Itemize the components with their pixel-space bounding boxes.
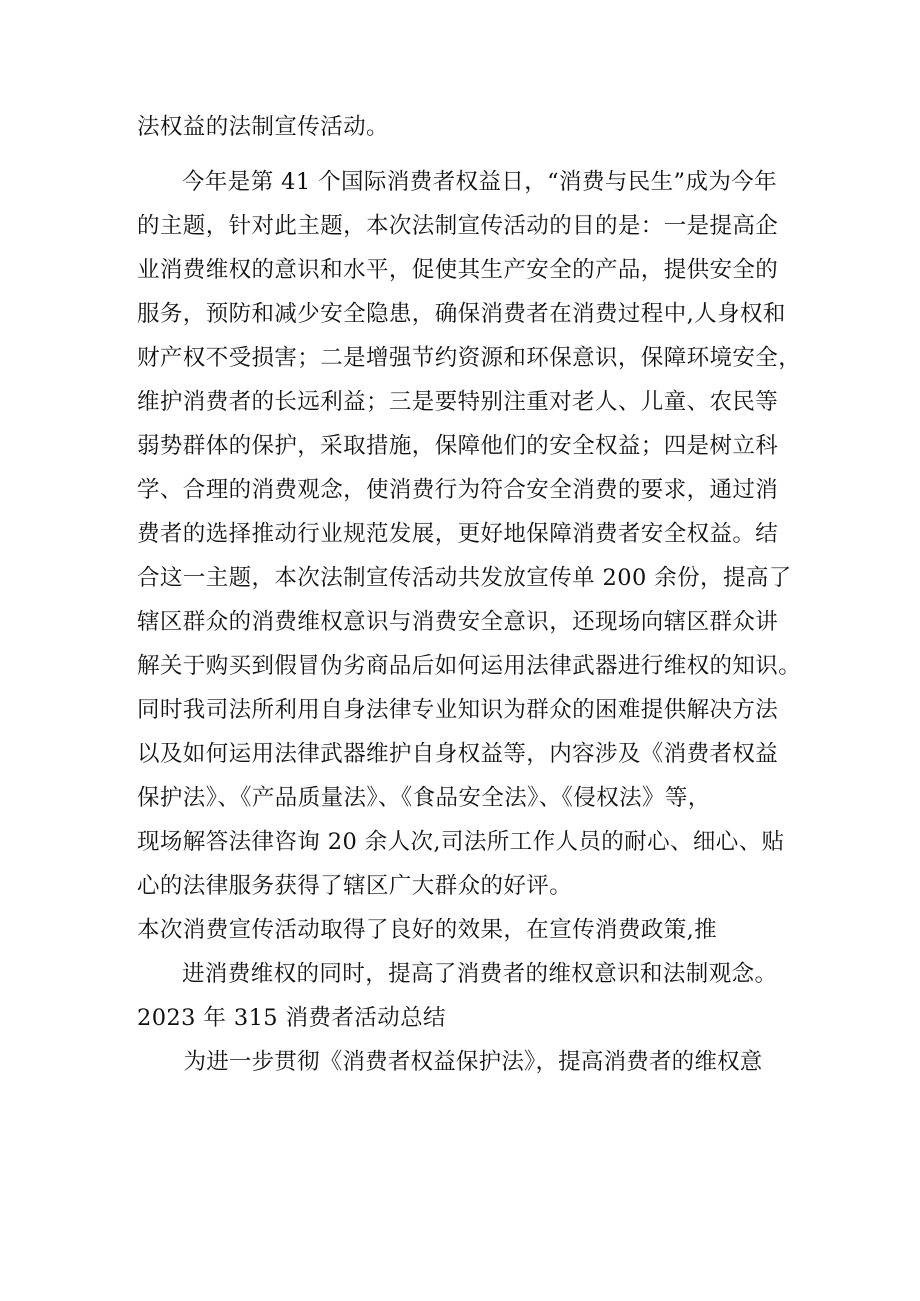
text-line: 的主题，针对此主题，本次法制宣传活动的目的是：一是提高企 [137, 213, 779, 239]
text-line: 解关于购买到假冒伪劣商品后如何运用法律武器进行维权的知识。 [137, 653, 802, 679]
text-line: 心的法律服务获得了辖区广大群众的好评。 [137, 873, 573, 899]
text-line: 本次消费宣传活动取得了良好的效果，在宣传消费政策,推 [137, 917, 718, 943]
text-line: 同时我司法所利用自身法律专业知识为群众的困难提供解决方法 [137, 697, 779, 723]
paragraph-first-line: 今年是第 41 个国际消费者权益日，“消费与民生”成为今年 [182, 169, 778, 195]
text-line: 合这一主题，本次法制宣传活动共发放宣传单 200 余份，提高了 [137, 565, 792, 591]
text-line: 法权益的法制宣传活动。 [137, 114, 389, 140]
text-line: 弱势群体的保护，采取措施，保障他们的安全权益；四是树立科 [137, 433, 779, 459]
text-line: 辖区群众的消费维权意识与消费安全意识，还现场向辖区群众讲 [137, 609, 779, 635]
text-line: 2023 年 315 消费者活动总结 [137, 1005, 446, 1031]
text-line: 保护法》、《产品质量法》、《食品安全法》、《侵权法》等， [137, 785, 711, 811]
paragraph-first-line [182, 1087, 797, 1127]
text-line: 费者的选择推动行业规范发展，更好地保障消费者安全权益。结 [137, 521, 779, 547]
text-line: 维护消费者的长远利益；三是要特别注重对老人、儿童、农民等 [137, 389, 779, 415]
text-line: 财产权不受损害；二是增强节约资源和环保意识，保障环境安全， [137, 345, 802, 371]
paragraph-first-line: 进消费维权的同时，提高了消费者的维权意识和法制观念。 [182, 961, 778, 987]
text-line: 以及如何运用法律武器维护自身权益等，内容涉及《消费者权益 [137, 741, 779, 767]
text-line: 现场解答法律咨询 20 余人次,司法所工作人员的耐心、细心、贴 [137, 829, 785, 855]
text-line: 学、合理的消费观念，使消费行为符合安全消费的要求，通过消 [137, 477, 779, 503]
text-line: 服务，预防和减少安全隐患，确保消费者在消费过程中,人身权和 [137, 301, 786, 327]
section-title: 为进一步贯彻《消费者权益保护法》，提高消费者的维权意 [183, 1049, 763, 1075]
text-line: 业消费维权的意识和水平，促使其生产安全的产品，提供安全的 [137, 257, 779, 283]
